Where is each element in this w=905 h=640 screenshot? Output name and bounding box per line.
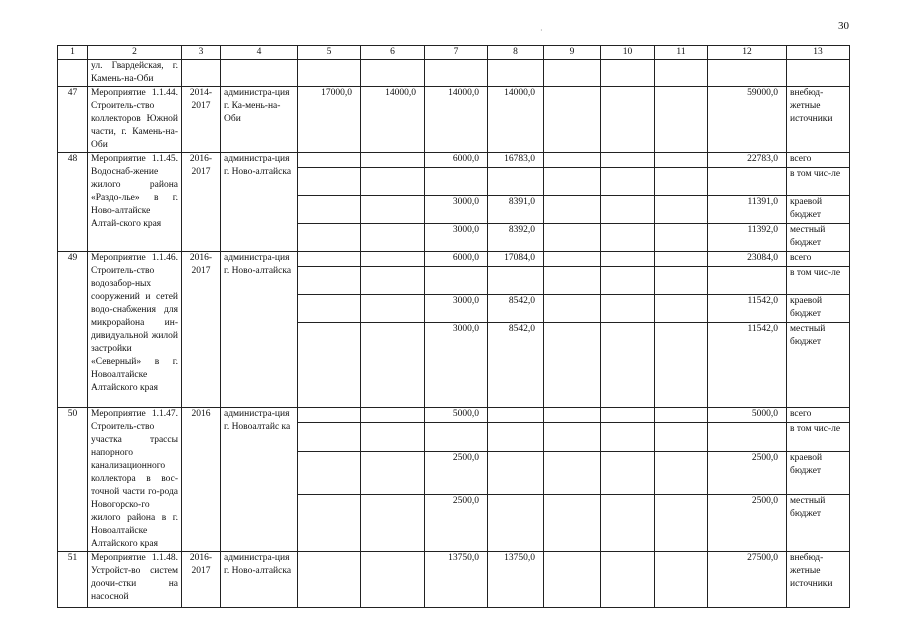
table-cell [544,252,601,267]
header-cell: 13 [787,46,850,60]
table-cell [361,60,425,87]
table-cell [655,87,708,153]
budget-table [57,45,850,608]
header-cell: 2 [88,46,182,60]
table-cell [361,153,425,168]
source-cell: внебюд-жетные источники [787,552,850,608]
total-cell: 11391,0 [708,196,787,224]
measure-name: Мероприятие 1.1.45. Водоснаб-жение жилого района «Раздо-лье» в г. Ново-алтайске Алтай-ского края [88,153,182,252]
table-cell [601,153,655,168]
executor-cell: администра-ция г. Ка-мень-на-Оби [221,87,298,153]
table-cell [655,408,708,423]
stray-mark: · [540,26,543,35]
row-number: 47 [58,87,88,153]
table-cell [655,153,708,168]
page-number: 30 [838,20,849,32]
header-cell: 11 [655,46,708,60]
table-cell [601,408,655,423]
table-cell [787,60,850,87]
table-cell [221,60,298,87]
table-cell [298,408,361,423]
source-cell: в том чис-ле [787,267,850,295]
total-cell: 27500,0 [708,552,787,608]
value-cell: 6000,0 [425,153,488,168]
executor-cell: администра-ция г. Новоалтайс ка [221,408,298,552]
value-cell: 14000,0 [361,87,425,153]
total-cell: 2500,0 [708,495,787,552]
measure-name: Мероприятие 1.1.47. Строитель-ство участка трассы напорного канализационного коллектора в вос-точной части го-рода Новогорско-го жилого района в г. Новоалтайске Алтайского края [88,408,182,552]
table-cell [488,60,544,87]
value-cell: 16783,0 [488,153,544,168]
table-row [58,552,850,608]
row-number: 51 [58,552,88,608]
period-cell: 2016-2017 [182,153,221,252]
source-cell: местный бюджет [787,323,850,408]
measure-name: Мероприятие 1.1.46. Строитель-ство водозабор-ных сооружений и сетей водо-снабжения для микрорайона ин-дивидуальной жилой застройки «Северный» в г. Новоалтайске Алтайского края [88,252,182,408]
total-cell: 22783,0 [708,153,787,168]
table-cell [655,252,708,267]
value-cell: 13750,0 [488,552,544,608]
value-cell: 3000,0 [425,295,488,323]
source-cell: краевой бюджет [787,196,850,224]
source-cell: в том чис-ле [787,168,850,196]
value-cell: 3000,0 [425,196,488,224]
total-cell: 11392,0 [708,224,787,252]
table-cell [488,408,544,423]
table-cell [544,87,601,153]
value-cell: 3000,0 [425,323,488,408]
executor-cell: администра-ция г. Ново-алтайска [221,552,298,608]
total-cell: 11542,0 [708,295,787,323]
table-cell [601,87,655,153]
row-number: 50 [58,408,88,552]
value-cell: 2500,0 [425,452,488,495]
table-cell [601,252,655,267]
header-cell: 7 [425,46,488,60]
header-cell: 8 [488,46,544,60]
row-number: 49 [58,252,88,408]
table-cell [544,408,601,423]
value-cell: 13750,0 [425,552,488,608]
header-cell: 12 [708,46,787,60]
table-cell [544,60,601,87]
source-cell: всего [787,252,850,267]
table-cell [655,60,708,87]
period-cell: 2016 [182,408,221,552]
table-cell [298,153,361,168]
source-cell: в том чис-ле [787,423,850,452]
period-cell: 2014-2017 [182,87,221,153]
table-row [58,153,850,168]
value-cell: 14000,0 [425,87,488,153]
header-cell: 10 [601,46,655,60]
total-cell: 23084,0 [708,252,787,267]
table-cell [601,552,655,608]
measure-name: ул. Гвардейская, г. Камень-на-Оби [88,60,182,87]
value-cell: 17084,0 [488,252,544,267]
table-cell [425,60,488,87]
table-cell [298,60,361,87]
value-cell: 8391,0 [488,196,544,224]
header-cell: 9 [544,46,601,60]
measure-name: Мероприятие 1.1.44. Строитель-ство коллекторов Южной части, г. Камень-на-Оби [88,87,182,153]
source-cell: всего [787,408,850,423]
source-cell: местный бюджет [787,224,850,252]
header-cell: 4 [221,46,298,60]
table-cell [655,552,708,608]
value-cell: 2500,0 [425,495,488,552]
header-row [58,46,850,60]
source-cell: местный бюджет [787,495,850,552]
value-cell: 8542,0 [488,323,544,408]
table-cell [298,252,361,267]
header-cell: 5 [298,46,361,60]
value-cell: 6000,0 [425,252,488,267]
value-cell: 3000,0 [425,224,488,252]
table-cell [544,552,601,608]
measure-name: Мероприятие 1.1.48. Устройст-во систем доочи-стки на насосной [88,552,182,608]
value-cell: 8542,0 [488,295,544,323]
row-number: 48 [58,153,88,252]
value-cell: 17000,0 [298,87,361,153]
header-cell: 3 [182,46,221,60]
table-cell [601,60,655,87]
table-cell [361,408,425,423]
table-cell [708,60,787,87]
value-cell: 14000,0 [488,87,544,153]
source-cell: всего [787,153,850,168]
value-cell: 5000,0 [425,408,488,423]
value-cell: 8392,0 [488,224,544,252]
period-cell: 2016-2017 [182,252,221,408]
source-cell: внебюд-жетные источники [787,87,850,153]
total-cell: 2500,0 [708,452,787,495]
total-cell: 59000,0 [708,87,787,153]
source-cell: краевой бюджет [787,295,850,323]
table-cell [58,60,88,87]
table-cell [298,552,361,608]
table-row [58,252,850,267]
header-cell: 1 [58,46,88,60]
table-row [58,87,850,153]
table-cell [361,552,425,608]
executor-cell: администра-ция г. Ново-алтайска [221,153,298,252]
executor-cell: администра-ция г. Ново-алтайска [221,252,298,408]
table-cell [182,60,221,87]
total-cell: 11542,0 [708,323,787,408]
source-cell: краевой бюджет [787,452,850,495]
table-row [58,60,850,87]
total-cell: 5000,0 [708,408,787,423]
header-cell: 6 [361,46,425,60]
table-cell [361,252,425,267]
period-cell: 2016-2017 [182,552,221,608]
table-row [58,408,850,423]
table-cell [544,153,601,168]
